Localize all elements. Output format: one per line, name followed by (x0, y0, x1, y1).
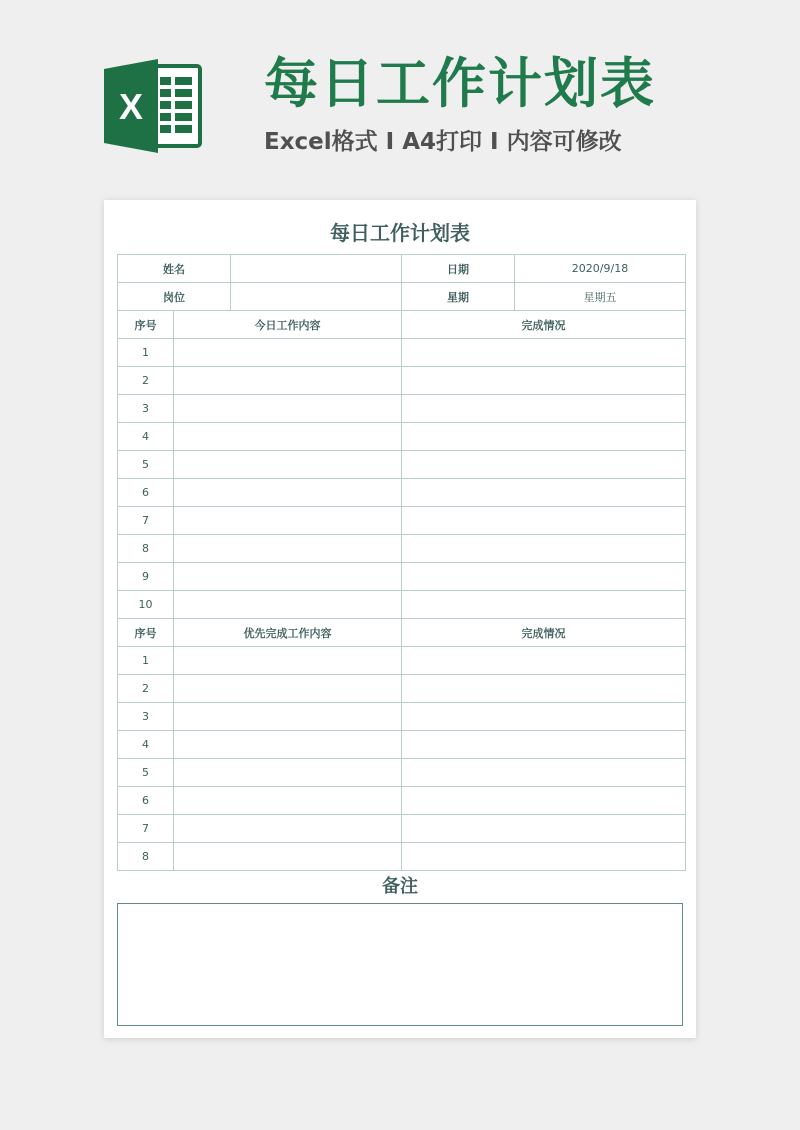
completion-status-cell[interactable] (402, 675, 686, 703)
completion-status-cell[interactable] (402, 815, 686, 843)
banner-title: 每日工作计划表 (264, 52, 656, 115)
date-label: 日期 (402, 255, 515, 283)
work-content-cell[interactable] (174, 451, 402, 479)
work-content-cell[interactable] (174, 731, 402, 759)
table-row (118, 731, 686, 759)
plan-table (117, 254, 686, 871)
table-row (118, 507, 686, 535)
work-content-cell[interactable] (174, 647, 402, 675)
col-content-header: 今日工作内容 (174, 311, 402, 339)
completion-status-cell[interactable] (402, 703, 686, 731)
table-row (118, 759, 686, 787)
col-no-header: 序号 (118, 619, 174, 647)
table-row (118, 647, 686, 675)
table-row (118, 339, 686, 367)
row-number: 8 (118, 843, 174, 871)
col-status-header: 完成情况 (402, 619, 686, 647)
work-content-cell[interactable] (174, 815, 402, 843)
completion-status-cell[interactable] (402, 479, 686, 507)
work-content-cell[interactable] (174, 787, 402, 815)
work-content-cell[interactable] (174, 395, 402, 423)
work-content-cell[interactable] (174, 843, 402, 871)
row-number: 5 (118, 451, 174, 479)
completion-status-cell[interactable] (402, 563, 686, 591)
row-number: 10 (118, 591, 174, 619)
excel-icon (104, 57, 202, 155)
name-field[interactable] (231, 255, 402, 283)
completion-status-cell[interactable] (402, 423, 686, 451)
banner-subtitle: Excel格式 I A4打印 I 内容可修改 (264, 129, 622, 155)
row-number: 5 (118, 759, 174, 787)
table-row (118, 843, 686, 871)
work-content-cell[interactable] (174, 479, 402, 507)
worksheet (104, 200, 696, 1038)
table-row (118, 479, 686, 507)
completion-status-cell[interactable] (402, 507, 686, 535)
weekday-label: 星期 (402, 283, 515, 311)
row-number: 1 (118, 647, 174, 675)
row-number: 7 (118, 507, 174, 535)
completion-status-cell[interactable] (402, 787, 686, 815)
work-content-cell[interactable] (174, 367, 402, 395)
table-row (118, 367, 686, 395)
table-row (118, 395, 686, 423)
work-content-cell[interactable] (174, 759, 402, 787)
row-number: 9 (118, 563, 174, 591)
table-row (118, 451, 686, 479)
row-number: 1 (118, 339, 174, 367)
info-row-position (118, 283, 686, 311)
name-label: 姓名 (118, 255, 231, 283)
completion-status-cell[interactable] (402, 759, 686, 787)
table-row (118, 703, 686, 731)
table-row (118, 535, 686, 563)
row-number: 2 (118, 367, 174, 395)
completion-status-cell[interactable] (402, 451, 686, 479)
row-number: 7 (118, 815, 174, 843)
completion-status-cell[interactable] (402, 395, 686, 423)
notes-title: 备注 (382, 876, 418, 897)
work-content-cell[interactable] (174, 423, 402, 451)
notes-field[interactable] (117, 903, 683, 1026)
row-number: 8 (118, 535, 174, 563)
col-no-header: 序号 (118, 311, 174, 339)
work-content-cell[interactable] (174, 339, 402, 367)
completion-status-cell[interactable] (402, 591, 686, 619)
work-content-cell[interactable] (174, 563, 402, 591)
col-status-header: 完成情况 (402, 311, 686, 339)
work-content-cell[interactable] (174, 591, 402, 619)
banner (0, 0, 800, 190)
table-row (118, 815, 686, 843)
today-work-section (118, 311, 686, 619)
completion-status-cell[interactable] (402, 843, 686, 871)
date-field[interactable]: 2020/9/18 (515, 255, 686, 283)
completion-status-cell[interactable] (402, 339, 686, 367)
work-content-cell[interactable] (174, 675, 402, 703)
sheet-title: 每日工作计划表 (330, 221, 470, 245)
row-number: 6 (118, 479, 174, 507)
table-row (118, 591, 686, 619)
completion-status-cell[interactable] (402, 367, 686, 395)
priority-work-section (118, 619, 686, 871)
work-content-cell[interactable] (174, 535, 402, 563)
table-row (118, 675, 686, 703)
position-label: 岗位 (118, 283, 231, 311)
work-content-cell[interactable] (174, 703, 402, 731)
row-number: 4 (118, 731, 174, 759)
info-row-name (118, 255, 686, 283)
table-row (118, 423, 686, 451)
completion-status-cell[interactable] (402, 535, 686, 563)
excel-logo-letter: X (118, 86, 144, 127)
work-content-cell[interactable] (174, 507, 402, 535)
completion-status-cell[interactable] (402, 731, 686, 759)
weekday-field[interactable]: 星期五 (515, 283, 686, 311)
priority-work-header (118, 619, 686, 647)
table-row (118, 563, 686, 591)
row-number: 3 (118, 395, 174, 423)
today-work-header (118, 311, 686, 339)
row-number: 4 (118, 423, 174, 451)
col-content-header: 优先完成工作内容 (174, 619, 402, 647)
completion-status-cell[interactable] (402, 647, 686, 675)
table-row (118, 787, 686, 815)
row-number: 6 (118, 787, 174, 815)
position-field[interactable] (231, 283, 402, 311)
row-number: 3 (118, 703, 174, 731)
info-section (118, 255, 686, 311)
row-number: 2 (118, 675, 174, 703)
